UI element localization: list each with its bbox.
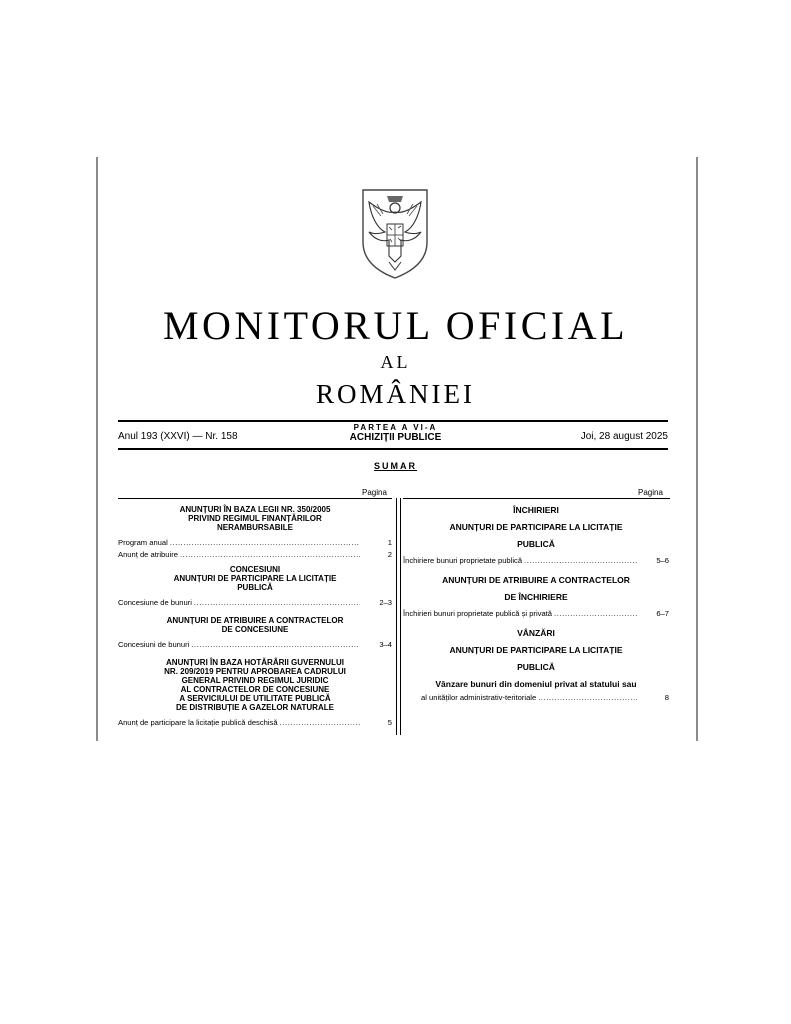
section-heading: ANUNȚURI DE ATRIBUIRE A CONTRACTELOR DE CONCESIUNE	[166, 616, 344, 634]
section-heading: ANUNȚURI DE ATRIBUIRE A CONTRACTELOR	[442, 575, 630, 585]
toc-entry-page: 2	[387, 550, 392, 559]
toc-entry[interactable]	[118, 538, 392, 547]
toc-entry-label: Anunț de atribuire	[118, 550, 178, 559]
toc-leader	[554, 609, 637, 618]
left-column-top-rule	[118, 498, 392, 499]
toc-entry-page: 1	[387, 538, 392, 547]
toc-entry-label: Concesiune de bunuri	[118, 598, 192, 607]
section-heading: ANUNȚURI ÎN BAZA LEGII NR. 350/2005 PRIVIND REGIMUL FINANȚĂRILOR NERAMBURSABILE	[179, 505, 331, 532]
column-divider	[396, 498, 397, 735]
header-top-rule	[118, 420, 668, 422]
part-label: PARTEA A VI-A	[353, 423, 438, 432]
toc-entry-label: Închirieri bunuri proprietate publică și privată	[403, 609, 552, 618]
toc-entry-first-line: Vânzare bunuri din domeniul privat al statului sau	[435, 679, 637, 689]
toc-leader	[524, 556, 637, 565]
toc-entry-page: 2–3	[379, 598, 392, 607]
toc-leader	[170, 538, 360, 547]
toc-entry-page: 5–6	[656, 556, 669, 565]
toc-entry[interactable]	[118, 718, 392, 727]
section-heading: DE ÎNCHIRIERE	[504, 592, 568, 602]
toc-entry-label: Concesiuni de bunuri	[118, 640, 190, 649]
toc-leader	[538, 693, 637, 702]
right-margin-rule	[696, 157, 698, 741]
summary-title: SUMAR	[374, 461, 417, 471]
toc-leader	[191, 640, 360, 649]
publication-title: MONITORUL OFICIAL	[162, 303, 629, 348]
section-heading: PUBLICĂ	[517, 662, 555, 672]
right-column-top-rule	[403, 498, 670, 499]
section-heading: VÂNZĂRI	[517, 628, 555, 638]
coat-of-arms-icon	[359, 186, 431, 282]
section-heading: PUBLICĂ	[517, 539, 555, 549]
publication-country: ROMÂNIEI	[316, 379, 475, 409]
publication-subtitle: AL	[380, 352, 411, 372]
issue-date: Joi, 28 august 2025	[580, 431, 668, 442]
toc-entry[interactable]	[403, 693, 669, 702]
toc-entry-page: 6–7	[656, 609, 669, 618]
toc-leader	[280, 718, 360, 727]
toc-entry-label: Anunț de participare la licitație publică deschisă	[118, 718, 278, 727]
toc-entry-label: Închiriere bunuri proprietate publică	[403, 556, 523, 565]
toc-entry[interactable]	[118, 598, 392, 607]
toc-entry-page: 3–4	[379, 640, 392, 649]
page-column-label-right: Pagina	[638, 488, 663, 497]
toc-entry-page: 5	[387, 718, 392, 727]
toc-entry[interactable]	[403, 556, 669, 565]
toc-leader	[194, 598, 360, 607]
section-heading: ANUNȚURI DE PARTICIPARE LA LICITAȚIE	[449, 645, 623, 655]
summary-left-column	[118, 505, 392, 727]
section-heading: ÎNCHIRIERI	[513, 505, 559, 515]
summary-right-column	[403, 505, 669, 702]
left-margin-rule	[96, 157, 98, 741]
toc-entry[interactable]	[118, 640, 392, 649]
column-divider	[400, 498, 401, 735]
toc-entry-label: Program anual	[118, 538, 168, 547]
page-column-label-left: Pagina	[362, 488, 387, 497]
toc-entry-page: 8	[664, 693, 669, 702]
header-bottom-rule	[118, 448, 668, 450]
section-heading: ANUNȚURI DE PARTICIPARE LA LICITAȚIE	[449, 522, 623, 532]
toc-leader	[180, 550, 360, 559]
toc-entry-label: al unităților administrativ-teritoriale	[421, 693, 537, 702]
toc-entry[interactable]	[403, 609, 669, 618]
issue-number: Anul 193 (XXVI) — Nr. 158	[118, 431, 238, 442]
section-label: ACHIZIȚII PUBLICE	[349, 432, 442, 443]
section-heading: ANUNȚURI ÎN BAZA HOTĂRÂRII GUVERNULUI NR. 209/2019 PENTRU APROBAREA CADRULUI GENERAL PRIVIND REGIMUL JURIDIC AL CONTRACTELOR DE CONCESIUNE A SERVICIULUI DE UTILITATE PUBLICĂ DE DISTRIBUȚIE A GAZELOR NATURALE	[164, 658, 346, 712]
section-heading: CONCESIUNI ANUNȚURI DE PARTICIPARE LA LICITAȚIE PUBLICĂ	[173, 565, 337, 592]
toc-entry[interactable]	[118, 550, 392, 559]
